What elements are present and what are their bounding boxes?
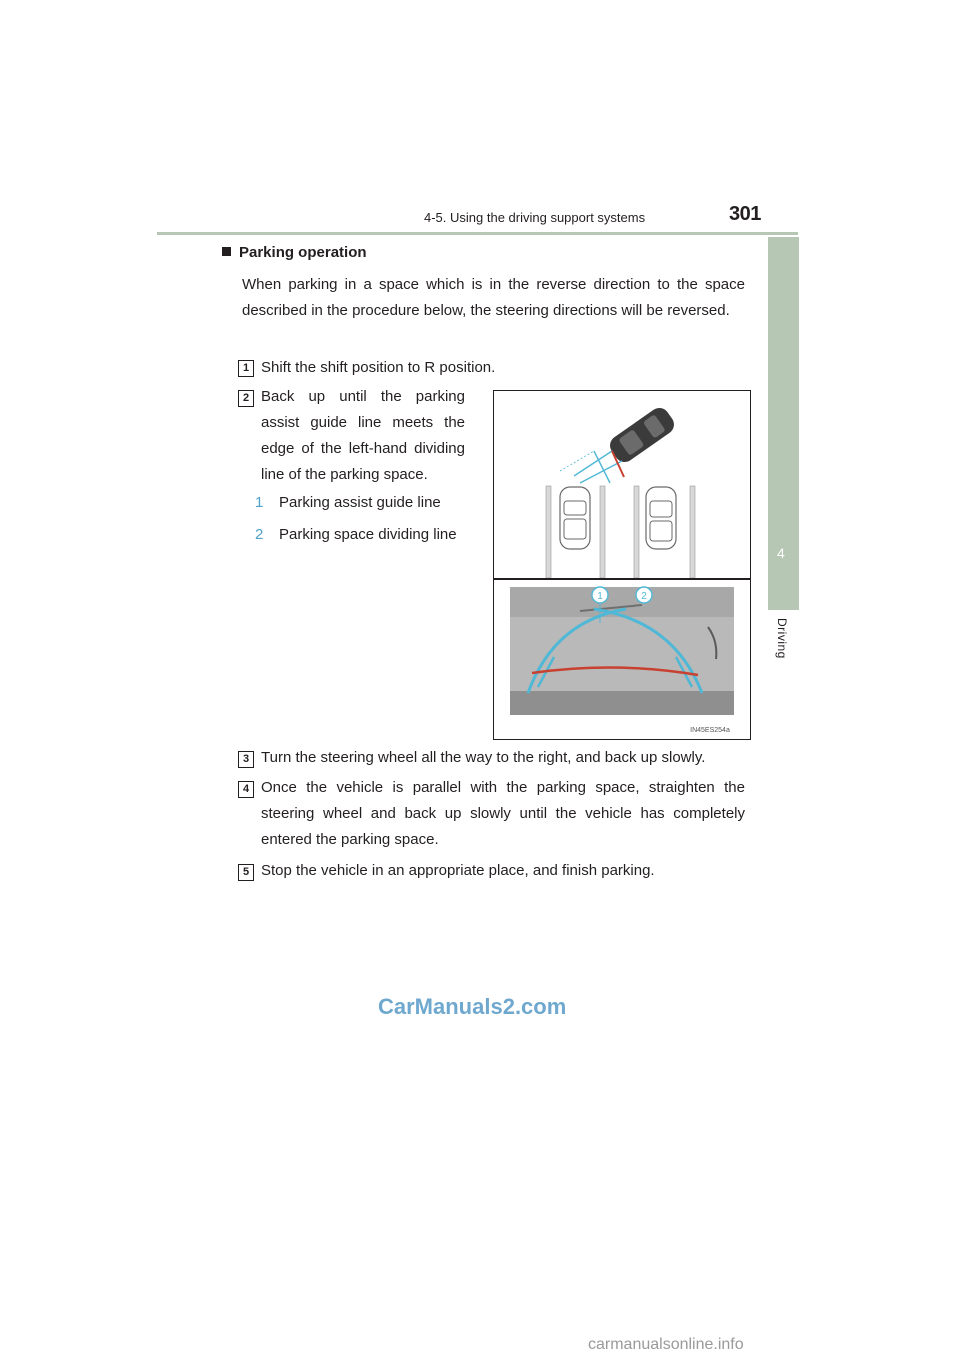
parked-car-icon (646, 487, 676, 549)
figure-code: IN45ES254a (690, 727, 730, 734)
watermark-center: CarManuals2.com (378, 994, 567, 1019)
parking-diagram (493, 390, 751, 740)
legend-text: Parking assist guide line (279, 494, 441, 511)
parking-illustration (494, 391, 750, 739)
callout-label: 2 (641, 591, 647, 602)
legend-text: Parking space dividing line (279, 526, 457, 543)
step-number: 5 (238, 864, 254, 881)
step-number: 2 (238, 390, 254, 407)
reversing-car-icon (606, 404, 678, 466)
camera-view (510, 587, 734, 715)
step-text: Turn the steering wheel all the way to the right, and back up slowly. (261, 749, 706, 766)
watermark-footer: carmanualsonline.info (588, 1336, 744, 1353)
step-number: 3 (238, 751, 254, 768)
callout-label: 1 (597, 591, 603, 602)
section-title (222, 244, 367, 261)
step-text: Stop the vehicle in an appropriate place, and finish parking. (261, 862, 655, 879)
header-rule (157, 232, 798, 235)
step-text: Shift the shift position to R position. (261, 359, 496, 376)
section-title-text: Parking operation (239, 244, 367, 261)
legend-number: 1 (255, 494, 264, 511)
chapter-number: 4 (777, 545, 785, 561)
step-number: 4 (238, 781, 254, 798)
section-intro: When parking in a space which is in the reverse direction to the space described in the procedure below, the steering directions will be reversed. (242, 276, 745, 319)
step-text: Once the vehicle is parallel with the parking space, straighten the steering wheel and back up slowly until the vehicle has completely entered the parking space. (261, 779, 745, 848)
square-bullet-icon (222, 247, 231, 256)
step-text: Back up until the parking assist guide line meets the edge of the left-hand dividing line of the parking space. (261, 388, 465, 483)
legend-number: 2 (255, 526, 264, 543)
header-section-title: 4-5. Using the driving support systems (424, 210, 646, 225)
overhead-view (546, 404, 695, 578)
page-number: 301 (729, 203, 761, 225)
chapter-label: Driving (775, 618, 789, 659)
step-number: 1 (238, 360, 254, 377)
parked-car-icon (560, 487, 590, 549)
